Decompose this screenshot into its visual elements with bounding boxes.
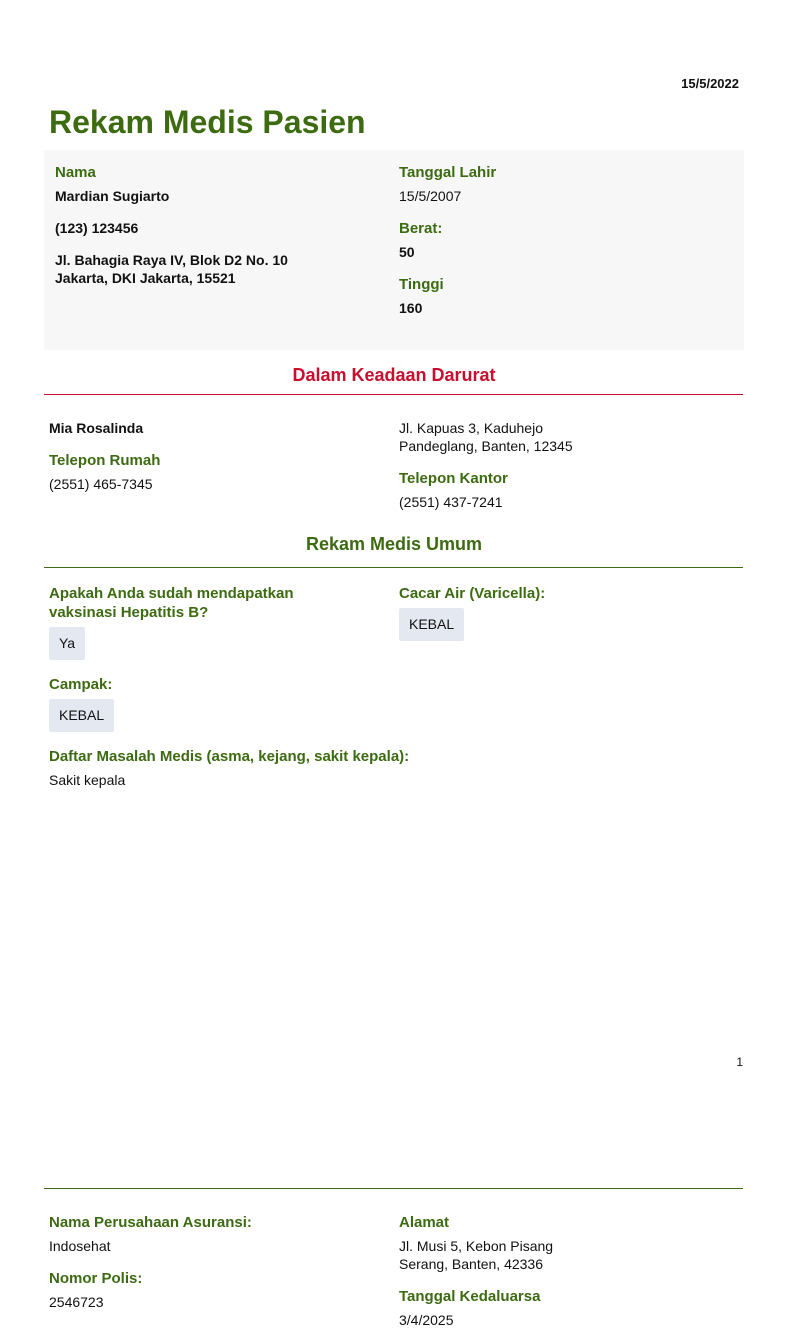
document-date: 15/5/2022 <box>681 76 739 91</box>
patient-phone: (123) 123456 <box>55 220 139 236</box>
insurance-address-line2: Serang, Banten, 42336 <box>399 1256 544 1272</box>
home-phone: (2551) 465-7345 <box>49 476 153 492</box>
dob-label: Tanggal Lahir <box>399 164 497 181</box>
policy-number: 2546723 <box>49 1294 104 1310</box>
page-title: Rekam Medis Pasien <box>49 104 366 140</box>
medical-problems-value: Sakit kepala <box>49 772 126 788</box>
office-phone-label: Telepon Kantor <box>399 470 508 487</box>
height-label: Tinggi <box>399 276 444 293</box>
insurance-company-label: Nama Perusahaan Asuransi: <box>49 1214 252 1231</box>
expiry-date-label: Tanggal Kedaluarsa <box>399 1288 541 1305</box>
insurance-address-label: Alamat <box>399 1214 450 1231</box>
policy-number-label: Nomor Polis: <box>49 1270 143 1287</box>
insurance-divider <box>44 1188 743 1189</box>
medical-problems-label: Daftar Masalah Medis (asma, kejang, sakit kepala): <box>49 748 410 765</box>
emergency-address-line1: Jl. Kapuas 3, Kaduhejo <box>399 420 543 436</box>
home-phone-label: Telepon Rumah <box>49 452 161 469</box>
general-divider <box>44 567 743 568</box>
hepb-label-line2: vaksinasi Hepatitis B? <box>49 604 209 621</box>
patient-weight: 50 <box>399 244 415 260</box>
weight-label: Berat: <box>399 220 443 237</box>
insurance-address-line1: Jl. Musi 5, Kebon Pisang <box>399 1238 554 1254</box>
patient-address-line1: Jl. Bahagia Raya IV, Blok D2 No. 10 <box>55 252 288 268</box>
patient-info-panel <box>44 150 744 350</box>
name-label: Nama <box>55 164 96 181</box>
general-section-title: Rekam Medis Umum <box>305 534 483 554</box>
emergency-address-line2: Pandeglang, Banten, 12345 <box>399 438 573 454</box>
office-phone: (2551) 437-7241 <box>399 494 503 510</box>
page-number: 1 <box>736 1055 743 1069</box>
measles-label: Campak: <box>49 676 113 693</box>
varicella-value-badge: KEBAL <box>399 608 464 641</box>
insurance-company: Indosehat <box>49 1238 111 1254</box>
patient-height: 160 <box>399 300 423 316</box>
patient-dob: 15/5/2007 <box>399 188 462 204</box>
hepb-value-badge: Ya <box>49 627 85 660</box>
hepb-label-line1: Apakah Anda sudah mendapatkan <box>49 585 294 602</box>
patient-name: Mardian Sugiarto <box>55 188 170 204</box>
emergency-contact-name: Mia Rosalinda <box>49 420 144 436</box>
measles-value-badge: KEBAL <box>49 699 114 732</box>
varicella-label: Cacar Air (Varicella): <box>399 585 546 602</box>
patient-address-line2: Jakarta, DKI Jakarta, 15521 <box>55 270 236 286</box>
emergency-divider <box>44 394 743 395</box>
emergency-section-title: Dalam Keadaan Darurat <box>292 365 496 385</box>
expiry-date: 3/4/2025 <box>399 1312 454 1328</box>
